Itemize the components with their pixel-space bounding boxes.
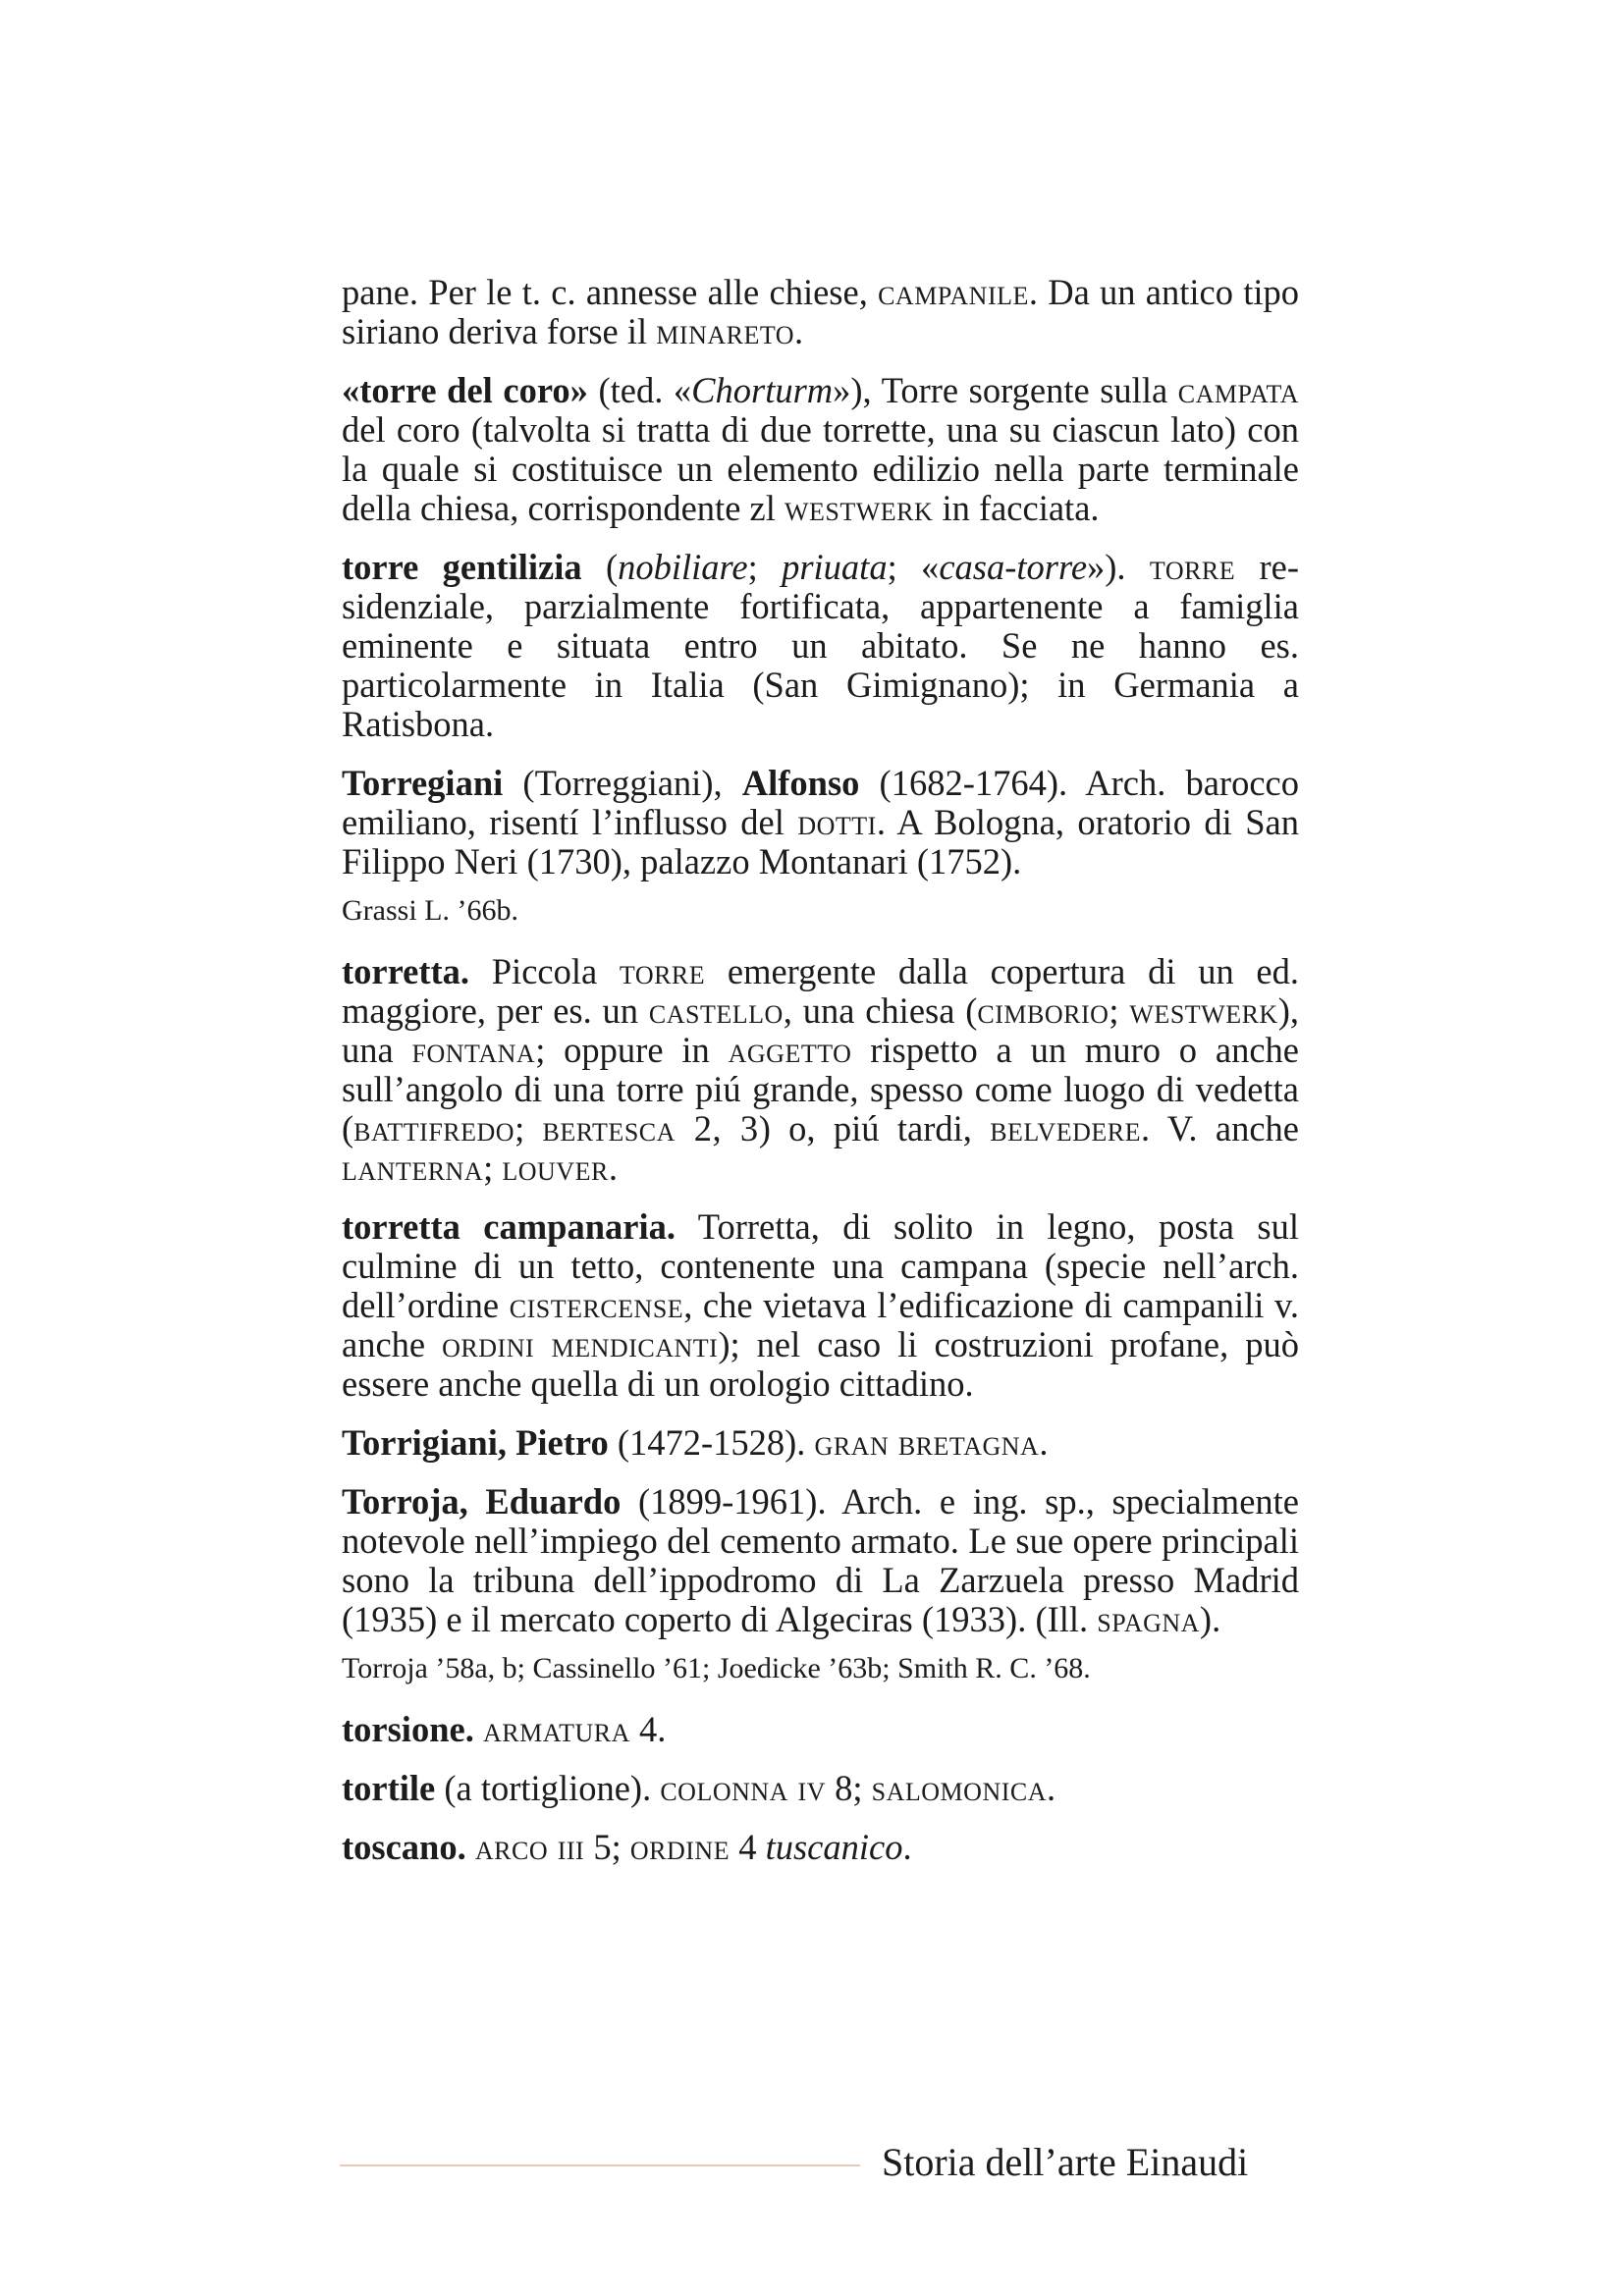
cross-reference: campanile bbox=[878, 272, 1029, 312]
cross-reference: battifredo bbox=[353, 1108, 515, 1148]
entry-term: tortile bbox=[342, 1768, 436, 1808]
cross-reference: louver bbox=[502, 1148, 609, 1188]
cross-reference: dotti bbox=[797, 802, 877, 842]
cross-reference: armatura bbox=[482, 1709, 630, 1749]
entry-term: torretta campanaria. bbox=[342, 1206, 676, 1247]
footer-publisher: Storia dell’arte Einaudi bbox=[882, 2140, 1249, 2184]
entry-torregiani: Torregiani (Torreggiani), Alfonso (1682-1764). Arch. barocco emiliano, risentí l’influsso del dotti. A Bologna, oratorio di San Filippo Neri (1730), palazzo Montanari (1752). bbox=[342, 763, 1300, 881]
entry-term: torretta. bbox=[342, 951, 470, 991]
entry-torre-del-coro: «torre del coro» (ted. «Chorturm»), Torre sorgente sulla campata del coro (talvolta si tratta di due torrette, una su ciascun lato) con la quale si costituisce un elemento edilizio nella parte terminale della chiesa, corrispondente zl westwerk in facciata. bbox=[342, 370, 1300, 528]
cross-reference: fontana bbox=[411, 1030, 536, 1070]
entry-continuation: pane. Per le t. c. annesse alle chiese, campanile. Da un antico tipo siriano deriva forse il minareto. bbox=[342, 272, 1299, 351]
entry-term: Torregiani bbox=[342, 763, 504, 803]
entry-term: «torre del coro» bbox=[342, 370, 588, 410]
entry-torretta-campanaria: torretta campanaria. Torretta, di solito in legno, posta sul culmine di un tetto, contenente una campana (specie nell’arch. dell’ordine cistercense, che vietava l’edificazione di campanili v. anche ordini mendicanti); nel caso li costruzioni profane, può essere anche quella di un orologio cittadino. bbox=[342, 1206, 1300, 1404]
cross-reference: gran bretagna bbox=[814, 1422, 1040, 1463]
cross-reference: campata bbox=[1177, 370, 1300, 410]
cross-reference: torre bbox=[619, 951, 706, 991]
cross-reference: arco iii bbox=[474, 1827, 585, 1867]
bibliography-torregiani: Grassi L. ’66b. bbox=[342, 894, 518, 927]
cross-reference: westwerk bbox=[1129, 990, 1278, 1031]
entry-torretta: torretta. Piccola torre emergente dalla copertura di un ed. maggiore, per es. un castello, una chiesa (cimborio; westwerk), una fontana; oppure in aggetto rispetto a un muro o anche sull’angolo di una torre piú grande, spesso come luogo di vedetta (battifredo; bertesca 2, 3) o, piú tardi, belvedere. V. anche lanterna; louver. bbox=[342, 951, 1300, 1188]
cross-reference: aggetto bbox=[728, 1030, 852, 1070]
cross-reference: bertesca 2, 3 bbox=[542, 1108, 759, 1148]
cross-reference: minareto bbox=[656, 311, 795, 351]
entry-tortile: tortile (a tortiglione). colonna iv 8; salomonica. bbox=[342, 1768, 1056, 1808]
entry-term: toscano. bbox=[342, 1827, 466, 1867]
bibliography-torroja: Torroja ’58a, b; Cassinello ’61; Joedicke ’63b; Smith R. C. ’68. bbox=[342, 1652, 1091, 1684]
cross-reference: westwerk bbox=[784, 488, 934, 528]
cross-reference: belvedere bbox=[990, 1108, 1141, 1148]
cross-reference: torre bbox=[1149, 547, 1236, 587]
entry-term: Torroja, Eduardo bbox=[342, 1481, 622, 1522]
footer-rule bbox=[340, 2164, 860, 2166]
cross-reference: cimborio bbox=[977, 990, 1109, 1031]
entry-term: torsione. bbox=[342, 1709, 474, 1749]
cross-reference: castello bbox=[648, 990, 784, 1031]
cross-reference: ordine bbox=[629, 1827, 730, 1867]
cross-reference: cistercense bbox=[509, 1285, 684, 1325]
entry-torroja: Torroja, Eduardo (1899-1961). Arch. e ing. sp., specialmente notevole nell’impiego del cemento armato. Le sue opere principali sono la tribuna dell’ippodromo di La Zarzuela presso Madrid (1935) e il mercato coperto di Algeciras (1933). (Ill. spagna). bbox=[342, 1481, 1299, 1639]
entry-torre-gentilizia: torre gentilizia (nobiliare; priuata; «casa-torre»). torre residenziale, parzialmente fortificata, appartenente a famiglia eminente e situata entro un abitato. Se ne hanno es. particolarmente in Italia (San Gimignano); in Germania a Ratisbona. bbox=[342, 547, 1300, 744]
entry-torrigiani: Torrigiani, Pietro (1472-1528). gran bretagna. bbox=[342, 1422, 1049, 1463]
cross-reference: lanterna bbox=[342, 1148, 484, 1188]
entry-toscano: toscano. arco iii 5; ordine 4 tuscanico. bbox=[342, 1827, 912, 1867]
cross-reference: ordini mendicanti bbox=[442, 1324, 719, 1364]
cross-reference: salomonica bbox=[871, 1768, 1047, 1808]
entry-torsione: torsione. armatura 4. bbox=[342, 1709, 667, 1749]
dictionary-page bbox=[342, 273, 1299, 1887]
entry-term: torre gentilizia bbox=[342, 547, 582, 587]
entry-term-name: Alfonso bbox=[741, 763, 860, 803]
cross-reference: colonna iv bbox=[660, 1768, 826, 1808]
cross-reference: spagna bbox=[1097, 1599, 1200, 1639]
entry-term: Torrigiani, Pietro bbox=[342, 1422, 609, 1463]
